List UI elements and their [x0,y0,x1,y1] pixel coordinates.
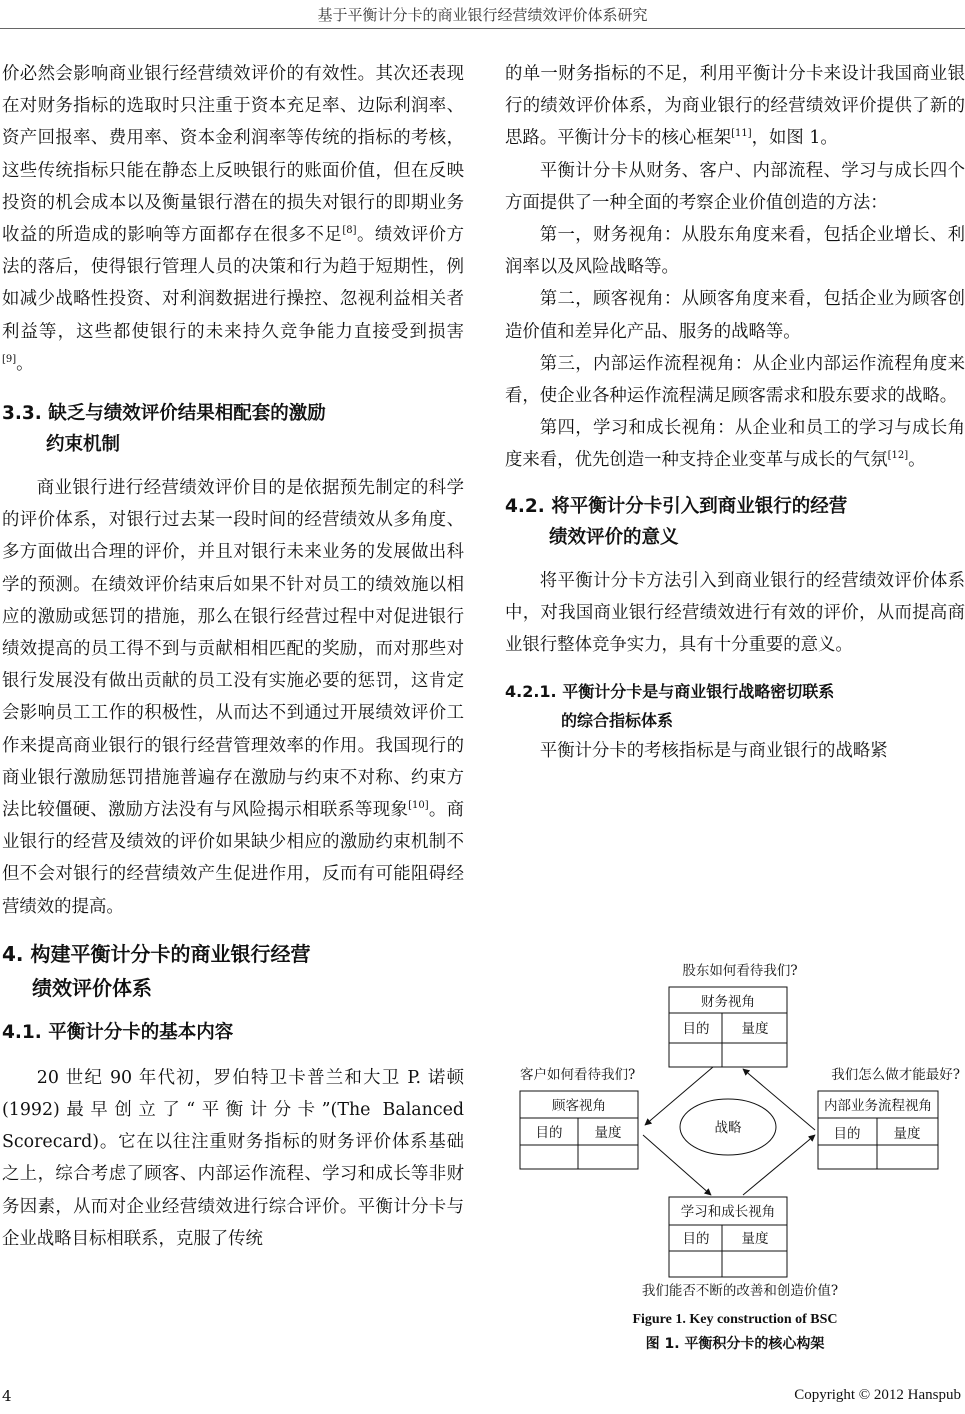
measure-label: 量度 [741,1231,769,1247]
section-heading-4-1: 4.1. 平衡计分卡的基本内容 [2,1021,234,1043]
figure-caption-en: Figure 1. Key construction of BSC [632,1312,838,1327]
section-heading-4-2-cont: 绩效评价的意义 [549,526,679,548]
citation: [8] [342,225,357,237]
internal-process-title: 内部业务流程视角 [824,1098,932,1114]
citation: [11] [731,128,752,140]
left-paragraph-1: 价必然会影响商业银行经营绩效评价的有效性。其次还表现在对财务指标的选取时只注重于资本充足率、边际利润率、资产回报率、费用率、资本金利润率等传统的指标的考核，这些传统指标只能在静态上反映银行的账面价值，但在反映投资的机会成本以及衡量银行潜在的损失对银行的即期业务收益的所造成的影响等方面都存在很多不足[8]。绩效评价方法的落后，使得银行管理人员的决策和行为趋于短期性，例如减少战略性投资、对利润数据进行操控、忽视利益相关者利益等，这些都使银行的未来持久竞争能力直接受到损害[9]。 [2,64,464,374]
citation: [12] [887,450,909,462]
internal-process-perspective-box [818,1091,938,1169]
section-heading-4-cont: 绩效评价体系 [32,975,152,1000]
section-heading-3-3-cont: 约束机制 [46,434,121,456]
right-paragraph-5: 第三，内部运作流程视角：从企业内部运作流程角度来看，使企业各种运作流程满足顾客需求和股东要求的战略。 [505,353,965,407]
right-paragraph-4: 第二，顾客视角：从顾客角度来看，包括企业为顾客创造价值和差异化产品、服务的战略等。 [505,289,965,342]
customer-perspective-box [520,1091,638,1169]
purpose-label: 目的 [833,1126,861,1142]
right-column [505,58,965,767]
figure-caption-zh: 图 1. 平衡积分卡的核心构架 [645,1336,825,1352]
left-paragraph-2: 商业银行进行经营绩效评价目的是依据预先制定的科学的评价体系，对银行过去某一段时间的经营绩效从多角度、多方面做出合理的评价，并且对银行未来业务的发展做出科学的预测。在绩效评价结束后如果不针对员工的绩效施以相应的激励或惩罚的措施，那么在银行经营过程中对促进银行绩效提高的员工得不到与贡献相相匹配的奖励，而对那些对银行发展没有做出贡献的员工没有实施必要的惩罚，这肯定会影响员工工作的积极性，从而达不到通过开展绩效评价工作来提高商业银行的银行经营管理效率的作用。我国现行的商业银行激励惩罚措施普遍存在激励与约束不对称、约束方法比较僵硬、激励方法没有与风险揭示相联系等现象[10]。商业银行的经营及绩效的评价如果缺少相应的激励约束机制不但不会对银行的经营绩效产生促进作用，反而有可能阻碍经营绩效的提高。 [2,478,464,917]
right-paragraph-2: 平衡计分卡从财务、客户、内部流程、学习与成长四个方面提供了一种全面的考察企业价值创造的方法： [505,160,965,213]
page-number: 4 [2,1387,12,1405]
right-paragraph-1: 的单一财务指标的不足，利用平衡计分卡来设计我国商业银行的绩效评价体系，为商业银行的经营绩效评价提供了新的思路。平衡计分卡的核心框架[11]，如图 1。 [505,64,965,149]
strategy-label: 战略 [714,1120,742,1136]
running-head: 基于平衡计分卡的商业银行经营绩效评价体系研究 [317,6,648,24]
header-rule [0,28,965,29]
citation: [9] [2,354,17,366]
section-heading-4-2-1: 4.2.1. 平衡计分卡是与商业银行战略密切联系 [505,682,835,702]
measure-label: 量度 [893,1126,921,1142]
section-heading-3-3: 3.3. 缺乏与绩效评价结果相配套的激励 [2,403,326,425]
right-paragraph-8: 平衡计分卡的考核指标是与商业银行的战略紧 [539,741,888,762]
purpose-label: 目的 [682,1021,710,1037]
bsc-figure [515,955,965,1305]
citation: [10] [408,800,429,812]
left-paragraph-3: 20 世纪 90 年代初，罗伯特卫卡普兰和大卫 P. 诺顿(1992)最早创立了“平衡计分卡”(The Balanced Scorecard)。它在以往注重财务指标的财务评价体系基础之上，综合考虑了顾客、内部运作流程、学习和成长等非财务因素，从而对企业经营绩效进行综合评价。平衡计分卡与企业战略目标相联系，克服了传统 [2,1067,464,1249]
learning-growth-perspective-box [669,1197,787,1277]
section-heading-4-2-1-cont: 的综合指标体系 [561,711,674,731]
finance-perspective-box [669,987,787,1067]
section-heading-4-2: 4.2. 将平衡计分卡引入到商业银行的经营 [505,495,848,517]
bsc-diagram [515,955,965,1305]
purpose-label: 目的 [535,1125,563,1141]
finance-title: 财务视角 [701,994,755,1010]
right-paragraph-6: 第四，学习和成长视角：从企业和员工的学习与成长角度来看，优先创造一种支持企业变革与成长的气氛[12]。 [505,418,965,471]
measure-label: 量度 [741,1021,769,1037]
learning-growth-title: 学习和成长视角 [680,1204,776,1220]
right-paragraph-3: 第一，财务视角：从股东角度来看，包括企业增长、利润率以及风险战略等。 [505,225,965,278]
question-top: 股东如何看待我们? [682,963,798,979]
purpose-label: 目的 [682,1231,710,1247]
section-heading-4: 4. 构建平衡计分卡的商业银行经营 [2,941,311,966]
copyright: Copyright © 2012 Hanspub [794,1387,961,1403]
measure-label: 量度 [594,1125,622,1141]
left-column [2,58,464,1255]
question-left: 客户如何看待我们? [520,1067,636,1083]
customer-title: 顾客视角 [552,1098,606,1114]
question-right: 我们怎么做才能最好? [831,1067,960,1083]
question-bottom: 我们能否不断的改善和创造价值? [641,1283,839,1299]
right-paragraph-7: 将平衡计分卡方法引入到商业银行的经营绩效评价体系中，对我国商业银行经营绩效进行有效的评价，从而提高商业银行整体竞争实力，具有十分重要的意义。 [505,570,965,656]
